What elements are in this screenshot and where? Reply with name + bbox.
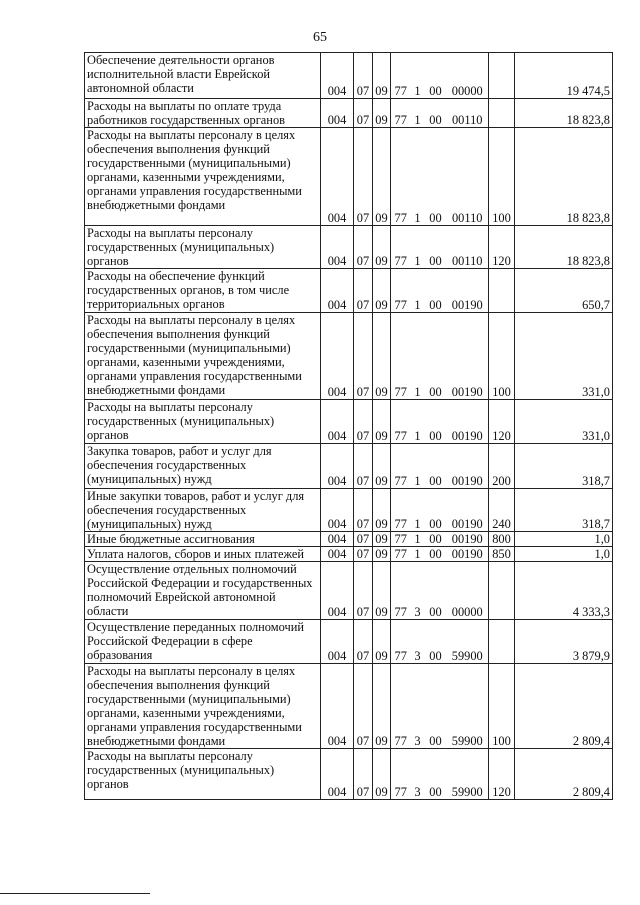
table-row xyxy=(85,532,613,547)
cell-direction: 00190 xyxy=(447,269,489,313)
cell-name: Иные бюджетные ассигнования xyxy=(85,532,321,547)
cell-amount: 2 809,4 xyxy=(515,749,613,800)
cell-ministry: 004 xyxy=(321,620,354,664)
cell-program: 77 xyxy=(391,313,411,400)
cell-program: 77 xyxy=(391,128,411,226)
cell-ministry: 004 xyxy=(321,749,354,800)
cell-subprogram: 1 xyxy=(411,53,425,99)
cell-direction: 00190 xyxy=(447,444,489,489)
cell-program: 77 xyxy=(391,444,411,489)
table-row xyxy=(85,313,613,400)
cell-subsection: 09 xyxy=(373,226,391,269)
table-row xyxy=(85,749,613,800)
cell-direction: 00190 xyxy=(447,532,489,547)
cell-expense-type: 100 xyxy=(489,128,515,226)
cell-main-event: 00 xyxy=(425,269,447,313)
cell-name: Осуществление отдельных полномочий Российской Федерации и государственных полномочий Еврейской автономной области xyxy=(85,562,321,620)
cell-subprogram: 1 xyxy=(411,400,425,444)
cell-expense-type: 850 xyxy=(489,547,515,562)
cell-main-event: 00 xyxy=(425,664,447,749)
cell-amount: 331,0 xyxy=(515,313,613,400)
cell-direction: 00190 xyxy=(447,313,489,400)
cell-direction: 59900 xyxy=(447,664,489,749)
cell-expense-type xyxy=(489,99,515,128)
cell-subprogram: 3 xyxy=(411,562,425,620)
cell-subprogram: 1 xyxy=(411,444,425,489)
cell-program: 77 xyxy=(391,562,411,620)
cell-amount: 18 823,8 xyxy=(515,99,613,128)
footer-rule xyxy=(0,893,150,894)
cell-main-event: 00 xyxy=(425,562,447,620)
cell-subprogram: 3 xyxy=(411,620,425,664)
cell-amount: 318,7 xyxy=(515,489,613,532)
cell-main-event: 00 xyxy=(425,547,447,562)
cell-name: Обеспечение деятельности органов исполнительной власти Еврейской автономной области xyxy=(85,53,321,99)
table-row xyxy=(85,620,613,664)
cell-section: 07 xyxy=(354,313,373,400)
cell-expense-type: 120 xyxy=(489,400,515,444)
cell-direction: 00110 xyxy=(447,226,489,269)
cell-subprogram: 1 xyxy=(411,532,425,547)
cell-section: 07 xyxy=(354,269,373,313)
cell-subsection: 09 xyxy=(373,664,391,749)
cell-subsection: 09 xyxy=(373,620,391,664)
cell-main-event: 00 xyxy=(425,620,447,664)
cell-program: 77 xyxy=(391,620,411,664)
cell-ministry: 004 xyxy=(321,53,354,99)
cell-subsection: 09 xyxy=(373,444,391,489)
table-row xyxy=(85,99,613,128)
cell-main-event: 00 xyxy=(425,53,447,99)
cell-main-event: 00 xyxy=(425,532,447,547)
cell-amount: 318,7 xyxy=(515,444,613,489)
cell-program: 77 xyxy=(391,53,411,99)
cell-expense-type: 240 xyxy=(489,489,515,532)
cell-subsection: 09 xyxy=(373,749,391,800)
cell-subsection: 09 xyxy=(373,53,391,99)
cell-expense-type: 800 xyxy=(489,532,515,547)
cell-subsection: 09 xyxy=(373,489,391,532)
cell-section: 07 xyxy=(354,53,373,99)
cell-section: 07 xyxy=(354,532,373,547)
cell-expense-type: 100 xyxy=(489,313,515,400)
cell-subsection: 09 xyxy=(373,400,391,444)
cell-name: Расходы на выплаты персоналу в целях обеспечения выполнения функций государственными (муниципальными) органами, казенными учреждениями, органами управления государственными внебюджетными фондами xyxy=(85,128,321,226)
cell-ministry: 004 xyxy=(321,532,354,547)
cell-direction: 00190 xyxy=(447,400,489,444)
cell-amount: 19 474,5 xyxy=(515,53,613,99)
cell-ministry: 004 xyxy=(321,313,354,400)
cell-amount: 650,7 xyxy=(515,269,613,313)
cell-program: 77 xyxy=(391,226,411,269)
cell-subprogram: 1 xyxy=(411,547,425,562)
cell-section: 07 xyxy=(354,664,373,749)
table-row xyxy=(85,53,613,99)
cell-direction: 00000 xyxy=(447,562,489,620)
cell-ministry: 004 xyxy=(321,547,354,562)
cell-name: Расходы на обеспечение функций государственных органов, в том числе территориальных органов xyxy=(85,269,321,313)
cell-expense-type xyxy=(489,620,515,664)
cell-direction: 00190 xyxy=(447,547,489,562)
cell-direction: 59900 xyxy=(447,749,489,800)
cell-amount: 331,0 xyxy=(515,400,613,444)
cell-section: 07 xyxy=(354,562,373,620)
cell-ministry: 004 xyxy=(321,562,354,620)
cell-program: 77 xyxy=(391,664,411,749)
cell-amount: 3 879,9 xyxy=(515,620,613,664)
cell-program: 77 xyxy=(391,749,411,800)
cell-section: 07 xyxy=(354,400,373,444)
table-row xyxy=(85,547,613,562)
table-row xyxy=(85,400,613,444)
cell-name: Расходы на выплаты персоналу государственных (муниципальных) органов xyxy=(85,400,321,444)
cell-ministry: 004 xyxy=(321,269,354,313)
cell-name: Осуществление переданных полномочий Российской Федерации в сфере образования xyxy=(85,620,321,664)
cell-direction: 00110 xyxy=(447,128,489,226)
cell-section: 07 xyxy=(354,444,373,489)
cell-subsection: 09 xyxy=(373,532,391,547)
cell-subprogram: 1 xyxy=(411,99,425,128)
table-row xyxy=(85,269,613,313)
cell-expense-type: 100 xyxy=(489,664,515,749)
cell-main-event: 00 xyxy=(425,128,447,226)
cell-amount: 18 823,8 xyxy=(515,226,613,269)
cell-direction: 59900 xyxy=(447,620,489,664)
cell-direction: 00000 xyxy=(447,53,489,99)
cell-subsection: 09 xyxy=(373,562,391,620)
cell-section: 07 xyxy=(354,99,373,128)
cell-name: Иные закупки товаров, работ и услуг для обеспечения государственных (муниципальных) нужд xyxy=(85,489,321,532)
table-row xyxy=(85,664,613,749)
cell-subsection: 09 xyxy=(373,313,391,400)
cell-ministry: 004 xyxy=(321,99,354,128)
cell-name: Расходы на выплаты персоналу государственных (муниципальных) органов xyxy=(85,226,321,269)
table-row xyxy=(85,562,613,620)
cell-subsection: 09 xyxy=(373,99,391,128)
cell-subprogram: 1 xyxy=(411,489,425,532)
cell-ministry: 004 xyxy=(321,128,354,226)
cell-subprogram: 1 xyxy=(411,128,425,226)
cell-subprogram: 3 xyxy=(411,749,425,800)
cell-section: 07 xyxy=(354,128,373,226)
cell-expense-type: 120 xyxy=(489,226,515,269)
cell-main-event: 00 xyxy=(425,99,447,128)
cell-name: Расходы на выплаты персоналу в целях обеспечения выполнения функций государственными (муниципальными) органами, казенными учреждениями, органами управления государственными внебюджетными фондами xyxy=(85,313,321,400)
cell-ministry: 004 xyxy=(321,489,354,532)
cell-ministry: 004 xyxy=(321,444,354,489)
cell-program: 77 xyxy=(391,99,411,128)
cell-expense-type xyxy=(489,562,515,620)
cell-subprogram: 3 xyxy=(411,664,425,749)
cell-main-event: 00 xyxy=(425,444,447,489)
cell-name: Уплата налогов, сборов и иных платежей xyxy=(85,547,321,562)
cell-main-event: 00 xyxy=(425,313,447,400)
cell-main-event: 00 xyxy=(425,749,447,800)
cell-subsection: 09 xyxy=(373,269,391,313)
cell-section: 07 xyxy=(354,226,373,269)
cell-section: 07 xyxy=(354,547,373,562)
cell-main-event: 00 xyxy=(425,489,447,532)
cell-ministry: 004 xyxy=(321,226,354,269)
cell-subprogram: 1 xyxy=(411,313,425,400)
cell-name: Закупка товаров, работ и услуг для обеспечения государственных (муниципальных) нужд xyxy=(85,444,321,489)
page-number: 65 xyxy=(313,30,327,45)
cell-program: 77 xyxy=(391,269,411,313)
cell-amount: 1,0 xyxy=(515,547,613,562)
cell-subprogram: 1 xyxy=(411,226,425,269)
cell-main-event: 00 xyxy=(425,400,447,444)
cell-section: 07 xyxy=(354,749,373,800)
cell-subsection: 09 xyxy=(373,547,391,562)
table-row xyxy=(85,444,613,489)
cell-amount: 4 333,3 xyxy=(515,562,613,620)
cell-program: 77 xyxy=(391,547,411,562)
cell-ministry: 004 xyxy=(321,400,354,444)
cell-expense-type xyxy=(489,53,515,99)
cell-program: 77 xyxy=(391,400,411,444)
cell-name: Расходы на выплаты персоналу государственных (муниципальных) органов xyxy=(85,749,321,800)
cell-expense-type xyxy=(489,269,515,313)
cell-expense-type: 120 xyxy=(489,749,515,800)
cell-subsection: 09 xyxy=(373,128,391,226)
budget-table xyxy=(84,52,613,800)
cell-amount: 1,0 xyxy=(515,532,613,547)
cell-expense-type: 200 xyxy=(489,444,515,489)
cell-section: 07 xyxy=(354,489,373,532)
cell-main-event: 00 xyxy=(425,226,447,269)
table-row xyxy=(85,128,613,226)
cell-program: 77 xyxy=(391,532,411,547)
cell-amount: 18 823,8 xyxy=(515,128,613,226)
cell-direction: 00110 xyxy=(447,99,489,128)
table-row xyxy=(85,226,613,269)
cell-name: Расходы на выплаты персоналу в целях обеспечения выполнения функций государственными (муниципальными) органами, казенными учреждениями, органами управления государственными внебюджетными фондами xyxy=(85,664,321,749)
cell-subprogram: 1 xyxy=(411,269,425,313)
cell-ministry: 004 xyxy=(321,664,354,749)
cell-program: 77 xyxy=(391,489,411,532)
cell-direction: 00190 xyxy=(447,489,489,532)
cell-amount: 2 809,4 xyxy=(515,664,613,749)
table-row xyxy=(85,489,613,532)
cell-name: Расходы на выплаты по оплате труда работников государственных органов xyxy=(85,99,321,128)
cell-section: 07 xyxy=(354,620,373,664)
